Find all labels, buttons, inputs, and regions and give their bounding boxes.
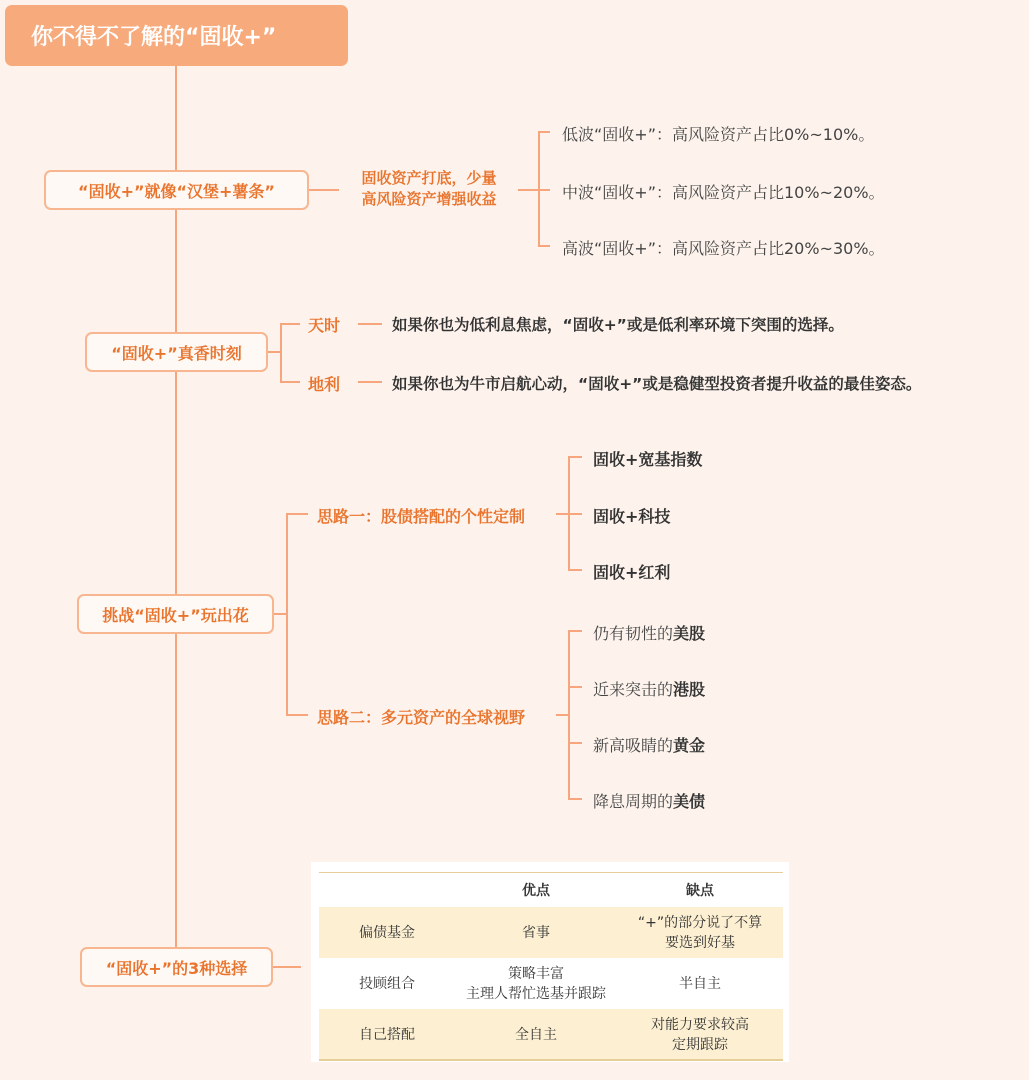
cell-pros — [455, 907, 617, 958]
cell-line: 省事 — [522, 925, 550, 941]
leaf-mid-volatility: 中波“固收+”：高风险资产占比10%~20%。 — [562, 183, 885, 202]
page-title: 你不得不了解的“固收+” — [5, 5, 348, 66]
leaf-bold: 黄金 — [673, 736, 706, 755]
idea-two-label: 思路二：多元资产的全球视野 — [317, 708, 526, 727]
choices-table — [319, 872, 783, 1061]
leaf-broad-index: 固收+宽基指数 — [593, 450, 703, 469]
connector-1b — [518, 189, 538, 191]
node-three-choices[interactable]: “固收+”的3种选择 — [80, 947, 273, 987]
choices-table-panel — [311, 862, 789, 1062]
cell-line: 对能力要求较高 — [651, 1016, 749, 1033]
leaf-gold — [593, 733, 705, 756]
branch-fixed-income-base — [343, 168, 515, 210]
leaf-us-stocks — [593, 621, 705, 644]
leaf-tick — [538, 245, 550, 247]
cell-pros — [455, 1009, 617, 1060]
leaf-us-treasuries — [593, 789, 705, 812]
leaf-tick — [568, 742, 582, 744]
text-advantage: 如果你也为牛市启航心动，“固收+”或是稳健型投资者提升收益的最佳姿态。 — [392, 375, 922, 393]
leaf-hk-stocks — [593, 677, 705, 700]
leaf-bold: 美债 — [673, 792, 706, 811]
node-challenge[interactable]: 挑战“固收+”玩出花 — [77, 594, 274, 634]
connector-4 — [273, 966, 301, 968]
table-row — [319, 907, 783, 958]
branch-tick — [286, 513, 308, 515]
leaf-tick — [538, 131, 550, 133]
leaf-tick — [568, 798, 582, 800]
header-cons: 缺点 — [686, 882, 714, 899]
header-empty — [319, 873, 455, 907]
bracket-3 — [286, 513, 288, 716]
cell-line: “+”的部分说了不算 — [637, 915, 763, 931]
connector-1 — [309, 189, 339, 191]
leaf-prefix: 近来突击的 — [593, 680, 674, 699]
cell-line: 全自主 — [515, 1026, 557, 1043]
table-row — [319, 1009, 783, 1060]
leaf-bold: 港股 — [673, 680, 706, 699]
leaf-dividend: 固收+红利 — [593, 563, 671, 582]
cell-name: 自己搭配 — [359, 1026, 415, 1043]
cell-name: 投顾组合 — [359, 976, 415, 992]
connector-idea2 — [556, 714, 568, 716]
cell-cons — [617, 907, 783, 958]
branch-line-1: 固收资产打底，少量 — [361, 169, 497, 187]
leaf-tick — [568, 569, 582, 571]
cell-line: 半自主 — [679, 976, 721, 992]
leaf-tick — [568, 513, 582, 515]
node-best-moment[interactable]: “固收+”真香时刻 — [85, 332, 268, 372]
cell-cons — [617, 958, 783, 1009]
cell-cons — [617, 1009, 783, 1060]
cell-name: 偏债基金 — [359, 925, 415, 941]
table-header-row — [319, 873, 783, 907]
node-burger-analogy[interactable]: “固收+”就像“汉堡+薯条” — [44, 170, 309, 210]
leaf-high-volatility: 高波“固收+”：高风险资产占比20%~30%。 — [562, 239, 885, 258]
cell-pros — [455, 958, 617, 1009]
text-timing: 如果你也为低利息焦虑，“固收+”或是低利率环境下突围的选择。 — [392, 316, 844, 334]
header-pros: 优点 — [522, 882, 550, 899]
leaf-bold: 美股 — [673, 624, 706, 643]
connector-3 — [274, 613, 286, 615]
leaf-tech: 固收+科技 — [593, 507, 671, 526]
leaf-tick — [280, 323, 300, 325]
leaf-low-volatility: 低波“固收+”：高风险资产占比0%~10%。 — [562, 125, 875, 144]
idea-one-label: 思路一：股债搭配的个性定制 — [317, 507, 526, 526]
dash-advantage — [358, 381, 382, 383]
bracket-2 — [280, 323, 282, 383]
cell-line: 主理人帮忙选基并跟踪 — [466, 986, 606, 1002]
branch-tick — [286, 714, 308, 716]
leaf-tick — [568, 686, 582, 688]
bracket-idea2 — [568, 630, 570, 800]
cell-line: 要选到好基 — [665, 935, 735, 951]
leaf-tick — [280, 381, 300, 383]
label-timing: 天时 — [308, 316, 341, 335]
branch-line-2: 高风险资产增强收益 — [361, 190, 497, 208]
leaf-prefix: 降息周期的 — [593, 792, 674, 811]
label-advantage: 地利 — [308, 375, 341, 394]
leaf-tick — [538, 189, 550, 191]
dash-timing — [358, 323, 382, 325]
leaf-tick — [568, 630, 582, 632]
leaf-prefix: 新高吸睛的 — [593, 736, 674, 755]
connector-idea1 — [556, 513, 568, 515]
cell-line: 策略丰富 — [508, 966, 564, 982]
leaf-tick — [568, 456, 582, 458]
table-row — [319, 958, 783, 1009]
cell-line: 定期跟踪 — [672, 1036, 728, 1053]
leaf-prefix: 仍有韧性的 — [593, 624, 674, 643]
connector-2 — [268, 351, 280, 353]
